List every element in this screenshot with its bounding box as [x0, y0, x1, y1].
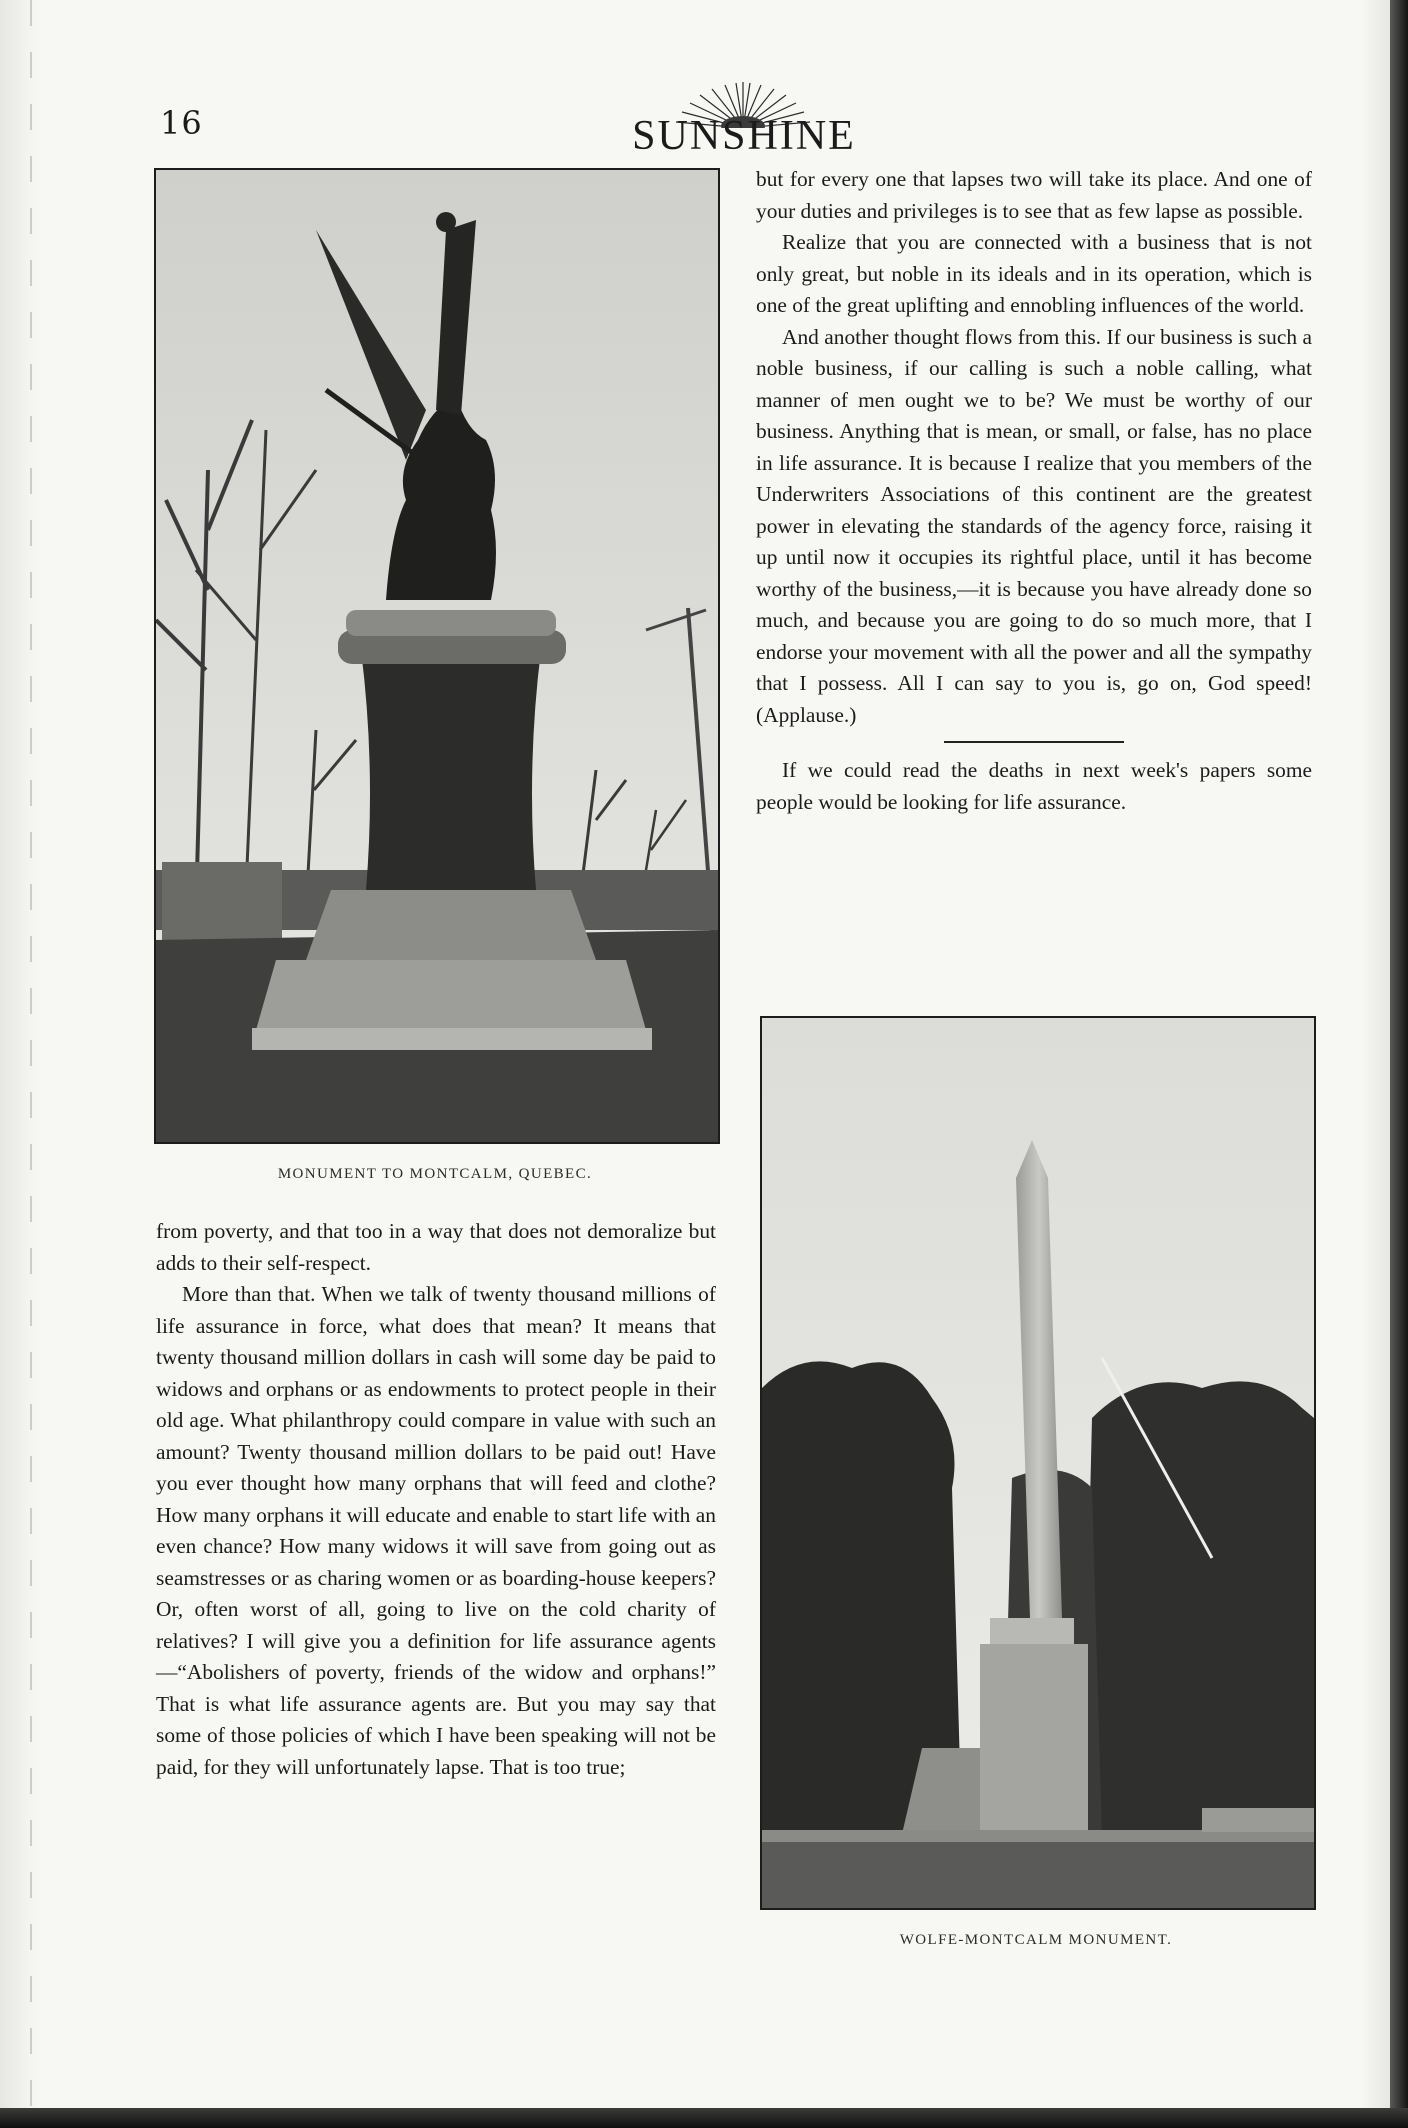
wolfe-montcalm-monument-photo [760, 1016, 1316, 1910]
paragraph: but for every one that lapses two will take its place. And one of your duties and privileges is to see that as few lapse as possible. [756, 167, 1312, 223]
page-fold-shadow [1360, 0, 1390, 2128]
text-column-right [756, 164, 1312, 818]
paragraph: And another thought flows from this. If our business is such a noble business, if our calling is such a noble calling, what manner of men ought we to be? We must be worthy of our business. Anything that is mean, or small, or false, has no place in life assurance. It is because I realize that you members of the Underwriters Associations of this continent are the greatest power in elevating the standards of the agency force, raising it up until now it occupies its rightful place, until it has become worthy of the business,—it is because you have already done so much, and because you are going to do so much more, that I endorse your movement with all the power and all the sympathy that I possess. All I can say to you is, go on, God speed! (Applause.) [756, 324, 1312, 727]
figure-caption: MONUMENT TO MONTCALM, QUEBEC. [277, 1166, 593, 1182]
figure-caption: WOLFE-MONTCALM MONUMENT. [899, 1932, 1173, 1948]
paragraph: If we could read the deaths in next week's papers some people would be looking for life assurance. [756, 758, 1312, 814]
paragraph: Realize that you are connected with a business that is not only great, but noble in its ideals and in its operation, which is one of the great uplifting and ennobling influences of the world. [756, 230, 1312, 317]
page-number: 16 [160, 104, 203, 142]
text-column-left [156, 1216, 716, 1783]
paragraph: More than that. When we talk of twenty thousand millions of life assurance in force, what does that mean? It means that twenty thousand million dollars in cash will some day be paid to widows and orphans or as endowments to protect people in their old age. What philanthropy could compare in value with such an amount? Twenty thousand million dollars to be paid out! Have you ever thought how many orphans that will feed and clothe? How many orphans it will educate and enable to start life with an even chance? How many widows it will save from going out as seamstresses or as charing women or as boarding-house keepers? Or, often worst of all, going to live on the cold charity of relatives? I will give you a definition for life assurance agents—“Abolishers of poverty, friends of the widow and orphans!” That is what life assurance agents are. But you may say that some of those policies of which I have been speaking will not be paid, for they will unfortunately lapse. That is too true; [156, 1282, 716, 1779]
scan-right-border [1390, 0, 1408, 2128]
montcalm-monument-photo [154, 168, 720, 1144]
section-divider [944, 741, 1124, 743]
masthead [624, 82, 864, 159]
masthead-title: SUNSHINE [632, 113, 856, 159]
page-binding-edge [0, 0, 40, 2128]
scan-bottom-border [0, 2108, 1408, 2128]
paragraph: from poverty, and that too in a way that does not demoralize but adds to their self-respect. [156, 1219, 716, 1275]
